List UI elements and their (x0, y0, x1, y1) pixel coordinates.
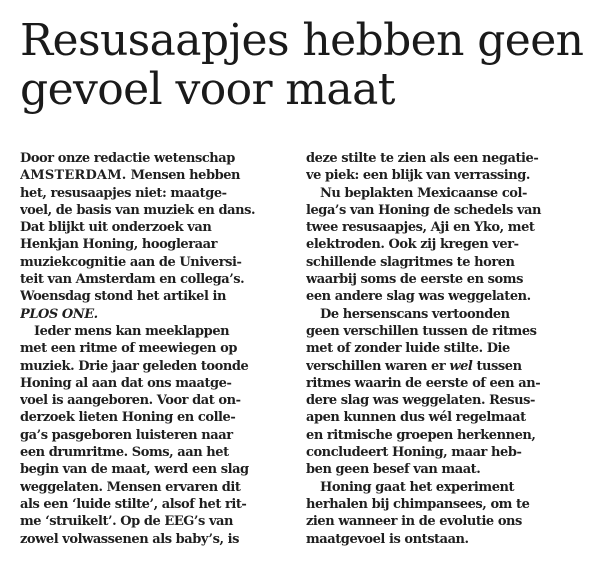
article-line: ben geen besef van maat. (306, 462, 481, 478)
article-line: als een ‘luide stilte’, alsof het rit- (20, 496, 247, 512)
headline-line-1: Resusaapjes hebben geen (20, 15, 584, 66)
article-line: me ‘struikelt’. Op de EEG’s van (20, 514, 234, 530)
article-line: Honing al aan dat ons maatge- (20, 375, 232, 391)
article-line: geen verschillen tussen de ritmes (306, 323, 537, 339)
article-line: teit van Amsterdam en collega’s. (20, 272, 245, 288)
article-line: herhalen bij chimpansees, om te (306, 496, 530, 512)
article-line: AMSTERDAM. Mensen hebben (20, 168, 241, 184)
article-line: ga’s pasgeboren luisteren naar (20, 427, 233, 443)
article-line: derzoek lieten Honing en colle- (20, 410, 236, 426)
article-line: voel is aangeboren. Voor dat on- (20, 393, 241, 409)
article-line: schillende slagritmes te horen (306, 254, 515, 270)
article-line: concludeert Honing, maar heb- (306, 445, 522, 461)
article-line: deze stilte te zien als een negatie- (306, 151, 539, 166)
article-line: met of zonder luide stilte. Die (306, 341, 510, 357)
article-line: Ieder mens kan meeklappen (34, 323, 230, 339)
article-line: Woensdag stond het artikel in (20, 289, 226, 305)
article-line: verschillen waren er wel tussen (306, 358, 522, 374)
article-line: voel, de basis van muziek en dans. (20, 202, 256, 218)
article-line: twee resusaapjes, Aji en Yko, met (306, 220, 535, 236)
article-line: begin van de maat, werd een slag (20, 462, 249, 478)
article-line: een andere slag was weggelaten. (306, 289, 531, 305)
article-line: ve piek: een blijk van verrassing. (306, 168, 530, 184)
article-line: muziekcognitie aan de Universi- (20, 254, 242, 270)
article-line: met een ritme of meewiegen op (20, 341, 237, 357)
article-line: en ritmische groepen herkennen, (306, 427, 536, 443)
article-line: zowel volwassenen als baby’s, is (20, 531, 239, 547)
article-line: De hersenscans vertoonden (320, 306, 510, 322)
headline (20, 16, 585, 114)
article-line: PLOS ONE. (20, 306, 98, 322)
article-line: Nu beplakten Mexicaanse col- (320, 185, 527, 201)
article-line: een drumritme. Soms, aan het (20, 445, 229, 461)
article-line: elektroden. Ook zij kregen ver- (306, 237, 519, 253)
article-column-left (20, 150, 295, 548)
article-line: Henkjan Honing, hoogleraar (20, 237, 217, 253)
article-line: maatgevoel is ontstaan. (306, 531, 469, 547)
article-column-right (306, 150, 586, 548)
article-line: muziek. Drie jaar geleden toonde (20, 358, 249, 374)
headline-line-2: gevoel voor maat (20, 64, 395, 115)
article-line: lega’s van Honing de schedels van (306, 202, 542, 218)
article-line: apen kunnen dus wél regelmaat (306, 410, 526, 426)
article-line: ritmes waarin de eerste of een an- (306, 375, 541, 391)
article-line: weggelaten. Mensen ervaren dit (20, 479, 241, 495)
article-line: Honing gaat het experiment (320, 479, 515, 495)
article-line: zien wanneer in de evolutie ons (306, 514, 522, 530)
article-line: dere slag was weggelaten. Resus- (306, 393, 535, 409)
article-line: waarbij soms de eerste en soms (306, 272, 523, 288)
article-line: Dat blijkt uit onderzoek van (20, 220, 212, 236)
article-line: het, resusaapjes niet: maatge- (20, 185, 227, 201)
article-line: Door onze redactie wetenschap (20, 151, 235, 166)
